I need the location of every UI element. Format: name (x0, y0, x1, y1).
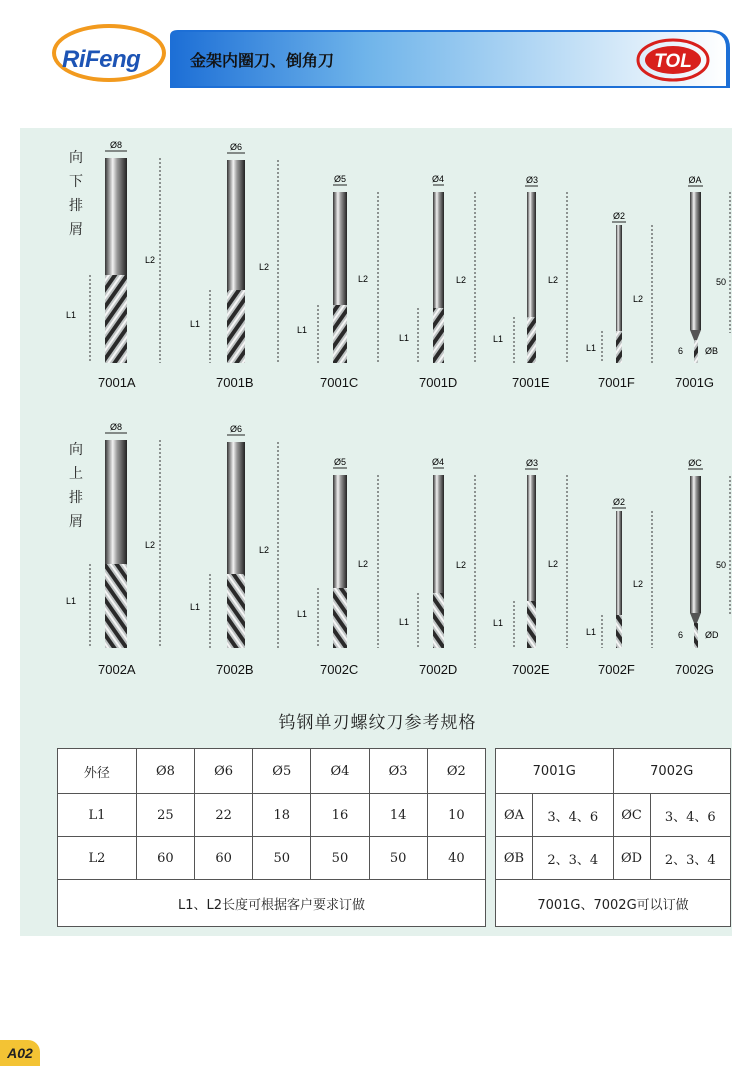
svg-text:L1: L1 (66, 596, 77, 606)
svg-text:ØB: ØB (705, 346, 719, 356)
tool-code: 7002F (598, 662, 635, 677)
tool-7001E (493, 175, 567, 363)
tool-code: 7001E (512, 375, 550, 390)
svg-text:L2: L2 (358, 274, 369, 284)
tool-7001A (66, 140, 160, 363)
svg-text:Ø6: Ø6 (229, 424, 243, 434)
tool-code: 7001B (216, 375, 254, 390)
table-header-cell: Ø4 (311, 749, 369, 794)
spec-table-right (495, 748, 731, 927)
table-row (496, 837, 731, 880)
svg-text:L1: L1 (493, 618, 504, 628)
spec-table-left (57, 748, 486, 927)
tool-7002B (190, 424, 278, 648)
page-number: A02 (0, 1040, 40, 1066)
tool-code: 7002G (675, 662, 715, 677)
svg-text:L2: L2 (456, 275, 467, 285)
tool-7001G (678, 175, 730, 363)
svg-text:L1: L1 (297, 609, 308, 619)
side-label-upward: 向 上 排 屑 (69, 442, 83, 530)
svg-text:ØD: ØD (705, 630, 719, 640)
tool-7002G (678, 458, 730, 648)
svg-text:L1: L1 (399, 617, 410, 627)
tool-code: 7001D (419, 375, 458, 390)
table-row (58, 837, 486, 880)
svg-text:Ø3: Ø3 (525, 458, 539, 468)
table-header-cell: Ø6 (195, 749, 253, 794)
table-cell: 14 (369, 794, 427, 837)
svg-text:L1: L1 (66, 310, 77, 320)
table-row (496, 749, 731, 794)
table-header-cell: 7001G (496, 749, 614, 794)
svg-text:L1: L1 (586, 627, 597, 637)
table-cell: 16 (311, 794, 369, 837)
svg-text:Ø4: Ø4 (431, 174, 445, 184)
tool-7002A (66, 422, 160, 648)
svg-text:6: 6 (678, 630, 684, 640)
svg-text:L2: L2 (633, 294, 644, 304)
table-row (496, 880, 731, 927)
tool-7002F (586, 497, 652, 648)
table-note: L1、L2长度可根据客户要求订做 (58, 880, 486, 927)
svg-text:L2: L2 (259, 545, 270, 555)
svg-text:L2: L2 (548, 559, 559, 569)
table-header-cell: Ø8 (136, 749, 194, 794)
table-cell: ØA (496, 794, 533, 837)
table-cell: 10 (427, 794, 485, 837)
table-cell: 60 (136, 837, 194, 880)
svg-text:Ø3: Ø3 (525, 175, 539, 185)
side-label-downward: 向 下 排 屑 (69, 150, 83, 238)
tool-code: 7001F (598, 375, 635, 390)
svg-text:Ø5: Ø5 (333, 174, 347, 184)
table-header-cell: Ø3 (369, 749, 427, 794)
table-row (58, 880, 486, 927)
table-cell: 3、4、6 (650, 794, 731, 837)
table-cell: 2、3、4 (650, 837, 731, 880)
table-header-cell: Ø5 (253, 749, 311, 794)
table-cell: L1 (58, 794, 137, 837)
svg-text:50: 50 (716, 277, 727, 287)
tool-code: 7002C (320, 662, 359, 677)
table-note: 7001G、7002G可以订做 (496, 880, 731, 927)
svg-text:L1: L1 (493, 334, 504, 344)
tool-7001D (399, 174, 475, 363)
table-cell: ØC (613, 794, 650, 837)
table-row (58, 794, 486, 837)
svg-text:Ø6: Ø6 (229, 142, 243, 152)
table-cell: 2、3、4 (533, 837, 614, 880)
tool-7001C (297, 174, 378, 363)
table-header-cell: Ø2 (427, 749, 485, 794)
svg-text:Ø2: Ø2 (612, 497, 626, 507)
svg-text:Ø8: Ø8 (109, 422, 123, 432)
table-cell: L2 (58, 837, 137, 880)
svg-text:L1: L1 (586, 343, 597, 353)
table-cell: 50 (253, 837, 311, 880)
tool-code: 7001G (675, 375, 715, 390)
table-cell: 18 (253, 794, 311, 837)
svg-text:L2: L2 (633, 579, 644, 589)
svg-text:Ø4: Ø4 (431, 457, 445, 467)
table-cell: ØB (496, 837, 533, 880)
tol-logo-text: TOL (654, 51, 692, 72)
svg-text:L1: L1 (297, 325, 308, 335)
table-header-cell: 外径 (58, 749, 137, 794)
tool-code: 7002D (419, 662, 458, 677)
tool-code: 7001C (320, 375, 359, 390)
table-cell: 40 (427, 837, 485, 880)
table-row (58, 749, 486, 794)
table-row (496, 794, 731, 837)
svg-text:Ø2: Ø2 (612, 211, 626, 221)
tool-7002E (493, 458, 567, 648)
svg-text:L2: L2 (145, 540, 156, 550)
brand-name: RiFeng (62, 46, 141, 73)
tool-code: 7001A (98, 375, 136, 390)
tool-7001F (586, 211, 652, 363)
svg-text:50: 50 (716, 560, 727, 570)
tool-code: 7002B (216, 662, 254, 677)
svg-text:L2: L2 (358, 559, 369, 569)
table-cell: 3、4、6 (533, 794, 614, 837)
table-cell: 60 (195, 837, 253, 880)
svg-text:L2: L2 (548, 275, 559, 285)
table-cell: 25 (136, 794, 194, 837)
tool-code: 7002A (98, 662, 136, 677)
svg-text:Ø8: Ø8 (109, 140, 123, 150)
table-cell: 50 (311, 837, 369, 880)
svg-text:Ø5: Ø5 (333, 457, 347, 467)
svg-text:L2: L2 (456, 560, 467, 570)
tool-7002D (399, 457, 475, 648)
svg-text:ØC: ØC (688, 458, 702, 468)
svg-text:L1: L1 (190, 319, 201, 329)
tool-7001B (190, 142, 278, 363)
svg-text:ØA: ØA (688, 175, 702, 185)
svg-text:L2: L2 (259, 262, 270, 272)
spec-title: 钨钢单刃螺纹刀参考规格 (278, 713, 477, 733)
svg-text:6: 6 (678, 346, 684, 356)
table-cell: 50 (369, 837, 427, 880)
svg-text:L1: L1 (399, 333, 410, 343)
svg-text:L1: L1 (190, 602, 201, 612)
svg-text:L2: L2 (145, 255, 156, 265)
tool-code: 7002E (512, 662, 550, 677)
table-cell: 22 (195, 794, 253, 837)
page-title: 金架内圈刀、倒角刀 (190, 51, 335, 70)
tool-7002C (297, 457, 378, 648)
table-cell: ØD (613, 837, 650, 880)
table-header-cell: 7002G (613, 749, 731, 794)
